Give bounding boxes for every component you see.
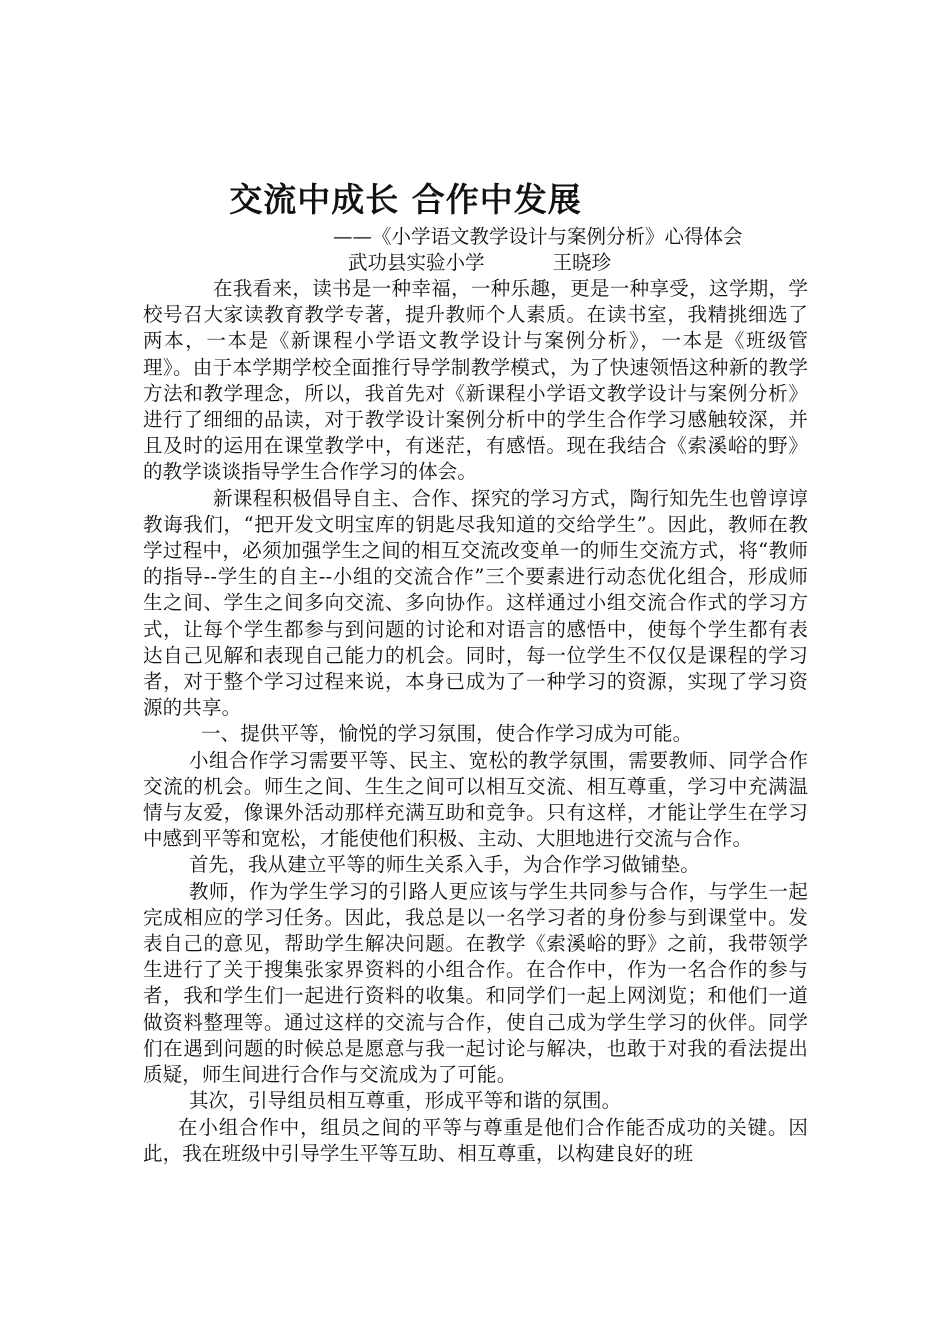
paragraph-intro: 在我看来，读书是一种幸福，一种乐趣，更是一种享受，这学期，学校号召大家读教育教学专著，提升教师个人素质。在读书室，我精挑细选了两本，一本是《新课程小学语文教学设计与案例分析》，一本是《班级管理》。由于本学期学校全面推行导学制教学模式，为了快速领悟这种新的教学方法和教学理念，所以，我首先对《新课程小学语文教学设计与案例分析》进行了细细的品读，对于教学设计案例分析中的学生合作学习感触较深，并且及时的运用在课堂教学中，有迷茫，有感悟。现在我结合《索溪峪的野》的教学谈谈指导学生合作学习的体会。 bbox=[143, 277, 808, 484]
document-title: 交流中成长 合作中发展 bbox=[229, 180, 582, 219]
document-page bbox=[143, 176, 808, 1167]
paragraph-second: 其次，引导组员相互尊重，形成平等和谐的氛围。 bbox=[189, 1089, 622, 1113]
document-subtitle: ——《小学语文教学设计与案例分析》心得体会 bbox=[333, 225, 743, 248]
paragraph-first: 首先，我从建立平等的师生关系入手，为合作学习做铺垫。 bbox=[189, 853, 700, 877]
section-heading-1: 一、提供平等，愉悦的学习氛围，使合作学习成为可能。 bbox=[201, 722, 693, 746]
paragraph-group-respect: 在小组合作中，组员之间的平等与尊重是他们合作能否成功的关键。因此，我在班级中引导学生平等互助、相互尊重，以构建良好的班 bbox=[143, 1115, 808, 1165]
author-name: 王晓珍 bbox=[552, 251, 612, 274]
paragraph-group-learning: 小组合作学习需要平等、民主、宽松的教学氛围，需要教师、同学合作交流的机会。师生之间、生生之间可以相互交流、相互尊重，学习中充满温情与友爱，像课外活动那样充满互助和竞争。只有这样，才能让学生在学习中感到平等和宽松，才能使他们积极、主动、大胆地进行交流与合作。 bbox=[143, 748, 808, 851]
paragraph-teacher-role: 教师，作为学生学习的引路人更应该与学生共同参与合作，与学生一起完成相应的学习任务。因此，我总是以一名学习者的身份参与到课堂中。发表自己的意见，帮助学生解决问题。在教学《索溪峪的野》之前，我带领学生进行了关于搜集张家界资料的小组合作。在合作中，作为一名合作的参与者，我和学生们一起进行资料的收集。和同学们一起上网浏览；和他们一道做资料整理等。通过这样的交流与合作，使自己成为学生学习的伙伴。同学们在遇到问题的时候总是愿意与我一起讨论与解决，也敢于对我的看法提出质疑，师生间进行合作与交流成为了可能。 bbox=[143, 879, 808, 1087]
paragraph-new-curriculum: 新课程积极倡导自主、合作、探究的学习方式，陶行知先生也曾谆谆教诲我们，“把开发文明宝库的钥匙尽我知道的交给学生”。因此，教师在教学过程中，必须加强学生之间的相互交流改变单一的师生交流方式，将“教师的指导--学生的自主--小组的交流合作”三个要素进行动态优化组合，形成师生之间、学生之间多向交流、多向协作。这样通过小组交流合作式的学习方式，让每个学生都参与到问题的讨论和对语言的感悟中，使每个学生都有表达自己见解和表现自己能力的机会。同时，每一位学生不仅仅是课程的学习者，对于整个学习过程来说，本身已成为了一种学习的资源，实现了学习资源的共享。 bbox=[143, 486, 808, 720]
author-line bbox=[143, 250, 808, 276]
author-school: 武功县实验小学 bbox=[348, 251, 485, 274]
